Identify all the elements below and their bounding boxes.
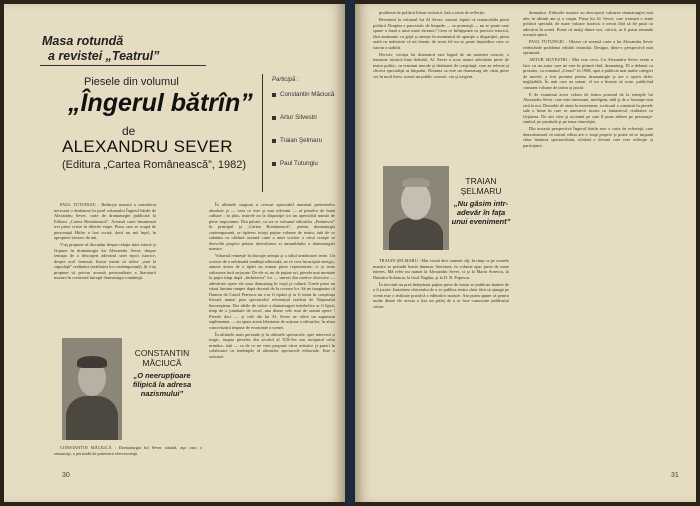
left-signature-paragraph [54,445,202,469]
paragraph: PAUL TUTUNGIU : Observ că această carte a lui Alexandru Sever redeschide problema editării teatrului. Desigur, dintr-o perspectivă mai optimistă. [523,39,653,55]
participant-item: Constantin Măciucă [272,91,338,99]
paragraph: dramatice. Editurile noastre au descoperit valoarea dramaturgiei mai ales în ultimii ani şi o susţin. Piesa lui Al. Sever, care tratează o temă politică specială, de mare valoare istorică, a trecut fără să fie pusă cu adevărat în scenă. Poate că mulţi dintre noi, criticii, ar fi putut semnala această operă. [523,10,653,37]
left-column-1 [54,202,156,328]
paragraph: V-aş propune să discutăm despre relaţia între istorie şi ficţiune în dramaturgia lui Alexandru Sever, despre tentaţia de a descoperi adevărul unei epoci istorice, despre acel fantastic literar menit să ridice „mai la suprafaţă” realitatea (realitatea lor contemporană). Şi v-aş propune să privim această personalitate a literaturii noastre în contextul întregii dramaturgii româneşti. [54,242,156,280]
spine-gutter [345,0,355,506]
right-page [355,4,696,502]
portrait-selmaru [383,166,449,250]
right-column-1 [373,10,509,162]
quote-name: TRAIAN ŞELMARU [460,176,502,196]
bullet-icon [272,116,276,120]
paragraph: E de examinat acest volum de teatru pornind de la esenţele lui Alexandru Sever, care este interesant, inteligent, abil şi de o formaţie mai rară la noi. Deosebit de atent la eveniment, scriitorul a construit în piesele sale o lume în care se amestecă istoria cu fantasticul, realitatea cu ficţiunea. De aici vine şi accentul pe care îl pune adesea pe personaje-simbol, pe parabolă şi pe tema vinovăţiei. [523,91,653,124]
paragraph: PAUL TUTUNGIU : Redacţia noastră a considerat necesară o dezbatere în jurul volumului Îngerul bătrîn de Alexandru Sever, carte de dramaturgie publicată la Editura „Cartea Românească”. Această carte însumează trei piese scrise în diferite etape. Piesa care se ocupă de personajul Hitler a fost scrisă, dacă nu mă înşel, în apropiere treizeci de ani. [54,202,156,240]
quote-maciuca [122,338,202,440]
headline-pre: Piesele din volumul [84,76,179,88]
paragraph: problemă de politică literar-artistică. Iată o temă de reflecție. [379,10,486,15]
page-number-left: 30 [62,472,70,479]
bullet-icon [272,139,276,143]
headline-title: „Îngerul bătrîn” [68,89,253,117]
bullet-icon [272,162,276,166]
quote-selmaru [450,164,512,254]
paragraph: Volumul reuneşte în discuţie atenţia şi a stilul următoarei texte. Un scriitor de o nebănuită tendinţă editorială, ne ce vrea încurajată energic, anume aceea de a tipări nu numai piese reprezentate, ci şi texte valoroase încă nejucate. De ele ei, nu de puţine ori, piesele mai montate la puţin timp după „încheierea” lor — uneori din motive obiective — adevărate opere ale unui dramaturg în viaţă şi cultură. Unele piese au văzut lumina rampei după decenii de la crearea lor. Să ne imaginăm că Danton de Camil Petrescu nu s-ar fi tipărit şi ar fi intrat în conştiinţa literară numai prin spectacolul referenţial realizat de Naţionalul bucureştean. Dar ideile de valori a dramaturgiei interbelice ar fi lipsit, timp de o jumătate de secol, una dintre cele mai de seamă opere ! Piesele deci — şi cele ale lui Al. Sever ne oferă un argument suplimentar — au ajuns acum libertatea de acţiune a editurilor, în afara concretizării impuse de economie a scenei. [209,253,335,330]
right-column-2 [523,10,653,470]
portrait-maciuca [62,338,122,440]
participants-rule [262,74,263,192]
page-number-right: 31 [671,472,679,479]
bullet-icon [272,93,276,97]
rubric-divider [40,65,206,66]
rubric-line-1: Masa rotundă [42,34,124,48]
paragraph: CONSTANTIN MĂCIUCĂ : Dramaturgia lui Sever situată, aşa cum o remarcaţi, o perioadă de puternică efervescenţă. [54,445,202,456]
paragraph: Decisiv, vocaţia lui dramatică este legată de un moment concret, o tensiune istorică bine definită, Al. Sever a scris atunci adevărate piese de teatru politic, cu tensiuni morale şi dezbateri de conştiinţă, care au relevat şi cîtorva specialişti ai timpului. Domnia sa este un dramaturg ale cărui piese cer în mod firesc scenei un public concret, viu şi exigent. [373,51,509,79]
quote-text: „Nu găsim intr-adevăr în faţa unui eveniment” [451,199,511,226]
left-page [4,4,345,502]
paragraph: TRAIAN ŞELMARU : Mai există deci oameni cîţi, în timp ce pe scenele noastre se perindă foarte dinamic literatura, în volume apar piese de mare interes. Mă refer nu numai la Alexandru Sever, ci şi la Marin Sorescu, la Dumitru Solomon, la Iosif Naghiu, şi la D. R. Popescu. [373,258,509,280]
headline-edition: (Editura „Cartea Românească”, 1982) [62,159,247,171]
headline-author: ALEXANDRU SEVER [62,137,233,156]
paragraph: În ultimele stagiuni a crescut apreciabil numărul premierelor absolute şi — ceea ce este şi mai relevant — al pieselor de bună calitate ; în plus, teatrele au la dispoziţie tot un apreciabil număr de piese importante. Din păcate, cu tot ce volumul editurilor „Eminescu” în principal şi „Cartea Românească”, pentru dramaturgia contemporană, se tipăresc totuşi puţine volume de teatru, iată de ce salutăm cu căldură această carte a unui scriitor a cărui creaţie se dezvoltă propice pentru dezvoltarea ei ansamblului a dramaturgiei noastre. [209,202,335,251]
paragraph: În trecutul nu prea îndepărtat puţine piese de teatru se publicau înainte de a fi jucate. Instalarea obiceiului de a se publica teatru chiar fără să ajungă pe scenă este o realitate pozitivă a editurilor noastre. Am putea spune că pentru multe dintre ele acesta a fost un prilej de a se face cunoscute publicului cititor. [373,281,509,309]
right-column-1-lower [373,258,509,470]
paragraph: În ultimele mari perioade şi în ultimele spectacole, spre interesul și tragic, asupra pieselor din secolul al XIX-lea sau inceputul celui următor, iată — ca de ce ne vom propune căror artistice şi puteri în colaborare cu tendinţele al ultimelor spectacole editoriale. Este o serioasă [209,331,335,359]
left-column-2 [209,202,335,470]
quote-text: „O neerupţioare filipică la adresa nazismului” [132,371,192,398]
participants-title: Participă : [272,77,299,83]
paragraph: Revenind la volumul lui Al Sever, constat faptul că remarcabila piesă politică Noaptea e paroxistic de limpede — se pronunţă — nu se poate oare spune o frază a unui mare dictator? Ceea ce înfăţişează cu precizie istorică, fără amănunte cu grijă și atenţie în momentul de apariţie a dispariţiei, piesa arată cu măiestrie că un fanatic de acest fel nu se poate împiedica ceea ce istoria a stabilit. [373,17,509,50]
rubric-line-2: a revistei „Teatrul” [48,49,160,63]
quote-name: CONSTANTIN MĂCIUCĂ [134,348,190,368]
participant-item: Artur Silvestri [272,114,338,122]
participant-item: Traian Şelmaru [272,137,338,145]
participant-item: Paul Tutungiu [272,160,338,168]
paragraph: ARTUR SILVESTRI : Mai este ceva. Cu Alexandru Sever avem a face cu un autor care ne este în primul rînd, dramaturg. El a debutat ca prozator, cu romanul „Ceruri” în 1968, apoi a publicat mai multe culegeri de nuvele, a fost premiat pentru dramaturgie şi are o operă deloc neglijabilă. În anii care au urmat, el nu a încetat să scrie, publicînd constant volume de teatru şi proză. [523,57,653,90]
headline-de: de [122,124,136,138]
paragraph: Din această perspectivă Îngerul bătrîn este o carte de referinţă, care demonstrează că teatrul editat are o viaţă proprie şi poate să se impună chiar înaintea spectacolului, oferind o lectură care cere reflecţie şi participare. [523,126,653,148]
